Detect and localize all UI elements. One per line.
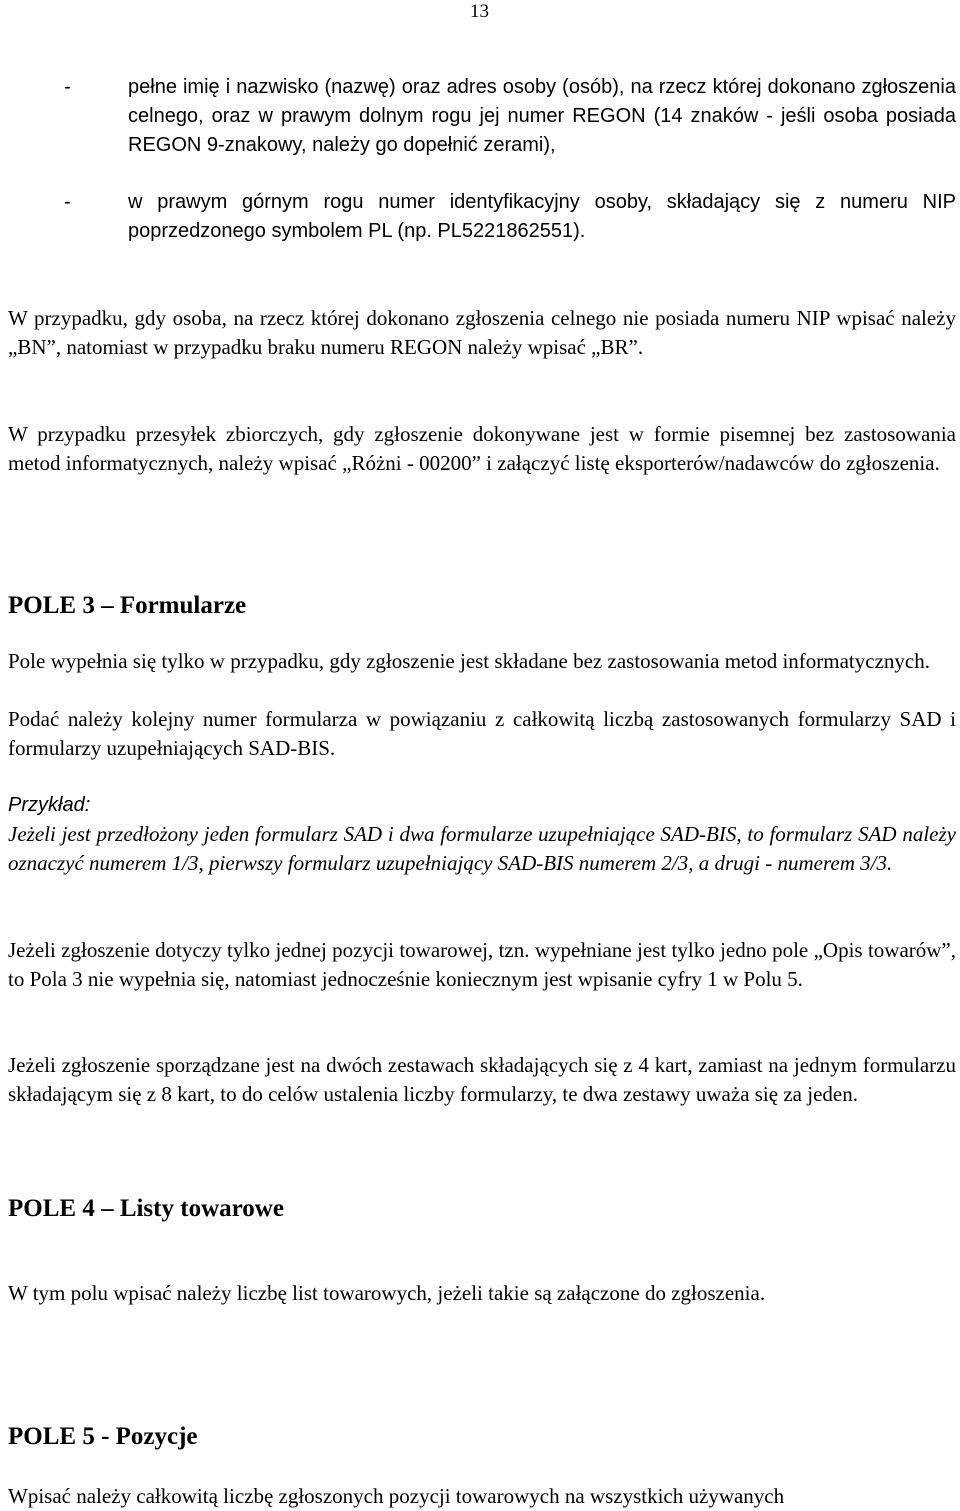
page-number: 13 [470,1,489,22]
list-item [8,188,956,246]
paragraph-pole3-usage: Pole wypełnia się tylko w przypadku, gdy zgłoszenie jest składane bez zastosowania metod informatycznych. [8,649,930,673]
paragraph-collective-shipments: W przypadku przesyłek zbiorczych, gdy zgłoszenie dokonywane jest w formie pisemnej bez zastosowania metod informatycznych, należy wpisać „Różni - 00200” i załączyć listę eksporterów/nadawców do zgłoszenia. [8,422,956,475]
paragraph-pole3-numbering: Podać należy kolejny numer formularza w powiązaniu z całkowitą liczbą zastosowanych formularzy SAD i formularzy uzupełniających SAD-BIS. [8,707,956,760]
paragraph-pole4: W tym polu wpisać należy liczbę list towarowych, jeżeli takie są załączone do zgłoszenia. [8,1281,766,1305]
heading-pole-5: POLE 5 - Pozycje [8,1423,198,1450]
list-item-text: w prawym górnym rogu numer identyfikacyjny osoby, składający się z numeru NIP poprzedzonego symbolem PL (np. PL5221862551). [128,191,956,242]
list-item-text: pełne imię i nazwisko (nazwę) oraz adres osoby (osób), na rzecz której dokonano zgłoszenia celnego, oraz w prawym dolnym rogu jej numer REGON (14 znaków - jeśli osoba posiada REGON 9-znakowy, należy go dopełnić zerami), [128,76,956,156]
paragraph-single-item: Jeżeli zgłoszenie dotyczy tylko jednej pozycji towarowej, tzn. wypełniane jest tylko jedno pole „Opis towarów”, to Pola 3 nie wypełnia się, natomiast jednocześnie koniecznym jest wpisanie cyfry 1 w Polu 5. [8,938,956,991]
paragraph-two-sets: Jeżeli zgłoszenie sporządzane jest na dwóch zestawach składających się z 4 kart, zamiast na jednym formularzu składającym się z 8 kart, to do celów ustalenia liczby formularzy, te dwa zestawy uważa się za jeden. [8,1053,956,1106]
example-text: Jeżeli jest przedłożony jeden formularz SAD i dwa formularze uzupełniające SAD-BIS, to formularz SAD należy oznaczyć numerem 1/3, pierwszy formularz uzupełniający SAD-BIS numerem 2/3, a drugi - numerem 3/3. [8,822,956,875]
list-item [8,73,956,160]
example-label: Przykład: [8,794,91,816]
heading-pole-3: POLE 3 – Formularze [8,592,247,619]
list-dash: - [64,76,71,98]
list-dash: - [64,191,71,213]
paragraph-pole5: Wpisać należy całkowitą liczbę zgłoszonych pozycji towarowych na wszystkich używanych [8,1484,785,1508]
paragraph-no-nip: W przypadku, gdy osoba, na rzecz której dokonano zgłoszenia celnego nie posiada numeru NIP wpisać należy „BN”, natomiast w przypadku braku numeru REGON należy wpisać „BR”. [8,306,956,359]
heading-pole-4: POLE 4 – Listy towarowe [8,1195,284,1222]
